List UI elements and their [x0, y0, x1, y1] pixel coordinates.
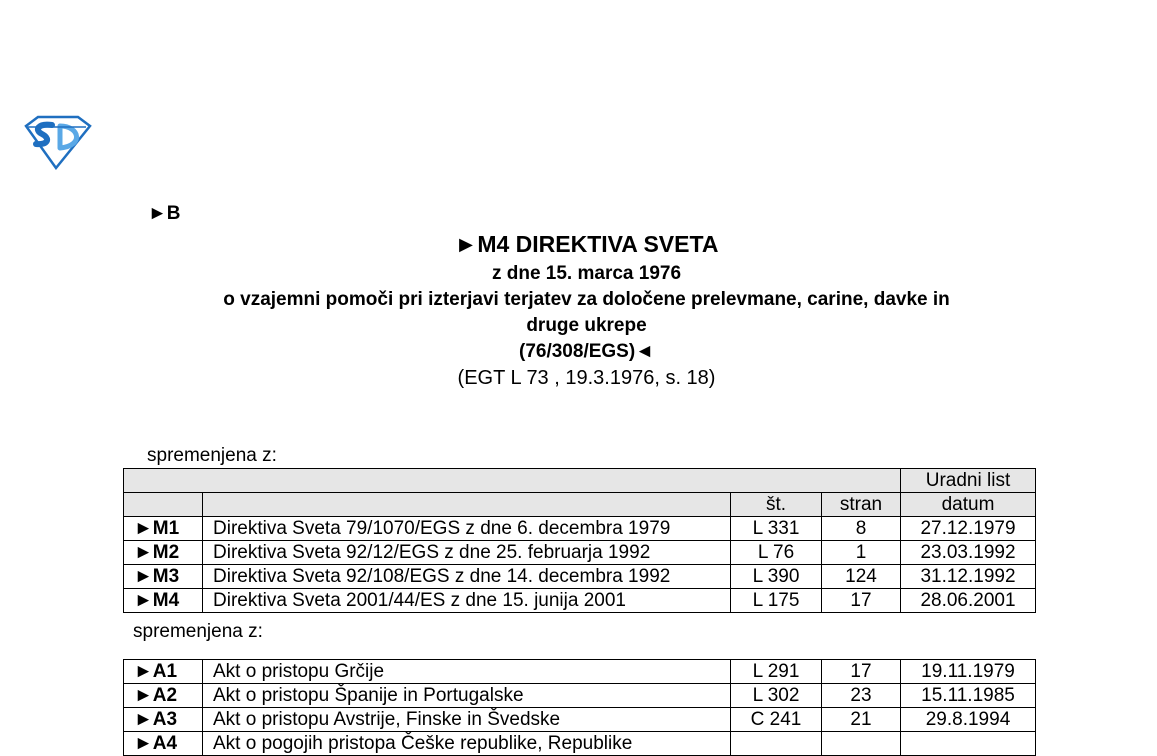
- table-row: [124, 684, 1036, 708]
- amendment-page: 124: [822, 565, 901, 589]
- title-date: z dne 15. marca 1976: [491, 263, 682, 284]
- accession-act: Akt o pristopu Avstrije, Finske in Švedske: [203, 708, 731, 732]
- accession-act: Akt o pristopu Grčije: [203, 660, 731, 684]
- accession-ref[interactable]: ►A3: [124, 708, 203, 732]
- accession-date: 15.11.1985: [901, 684, 1036, 708]
- table-row: [124, 589, 1036, 613]
- title-block: [140, 228, 1033, 391]
- accession-act: Akt o pristopu Španije in Portugalske: [203, 684, 731, 708]
- sd-shield-logo-icon: [22, 114, 92, 170]
- amendment-act: Direktiva Sveta 79/1070/EGS z dne 6. decembra 1979: [203, 517, 731, 541]
- accession-date: 19.11.1979: [901, 660, 1036, 684]
- amendment-date: 23.03.1992: [901, 541, 1036, 565]
- accession-page: 23: [822, 684, 901, 708]
- accession-number: L 291: [731, 660, 822, 684]
- amendment-page: 17: [822, 589, 901, 613]
- marker-b: ►B: [148, 203, 181, 224]
- table-row: [124, 565, 1036, 589]
- table-row: [124, 517, 1036, 541]
- amendments-table: [123, 468, 1036, 613]
- amendment-number: L 76: [731, 541, 822, 565]
- amended-by-label: spremenjena z:: [147, 445, 277, 466]
- accession-ref[interactable]: ►A2: [124, 684, 203, 708]
- amendment-number: L 175: [731, 589, 822, 613]
- accession-number: L 302: [731, 684, 822, 708]
- amendment-page: 8: [822, 517, 901, 541]
- header-official-journal: Uradni list: [901, 469, 1036, 493]
- amended-by-label: spremenjena z:: [133, 621, 263, 642]
- header-page: stran: [822, 493, 901, 517]
- accession-page: [822, 732, 901, 756]
- amendment-ref[interactable]: ►M4: [124, 589, 203, 613]
- amendment-date: 31.12.1992: [901, 565, 1036, 589]
- accession-date: [901, 732, 1036, 756]
- title-heading: ►M4 DIREKTIVA SVETA: [454, 231, 719, 257]
- amendment-act: Direktiva Sveta 92/108/EGS z dne 14. decembra 1992: [203, 565, 731, 589]
- accession-number: [731, 732, 822, 756]
- amendment-number: L 390: [731, 565, 822, 589]
- table-header-row: [124, 493, 1036, 517]
- amendment-act: Direktiva Sveta 2001/44/ES z dne 15. junija 2001: [203, 589, 731, 613]
- title-official-journal: (EGT L 73 , 19.3.1976, s. 18): [457, 367, 716, 389]
- table-row: [124, 541, 1036, 565]
- title-reference-number: (76/308/EGS)◄: [519, 341, 654, 362]
- header-number: št.: [731, 493, 822, 517]
- amendment-act: Direktiva Sveta 92/12/EGS z dne 25. februarja 1992: [203, 541, 731, 565]
- accession-page: 21: [822, 708, 901, 732]
- amendment-date: 27.12.1979: [901, 517, 1036, 541]
- table-row: [124, 708, 1036, 732]
- title-subject-continued: druge ukrepe: [526, 315, 647, 336]
- accession-acts-table: [123, 659, 1036, 756]
- table-row: [124, 732, 1036, 756]
- table-header-row: [124, 469, 1036, 493]
- amendment-date: 28.06.2001: [901, 589, 1036, 613]
- accession-ref[interactable]: ►A4: [124, 732, 203, 756]
- header-date: datum: [901, 493, 1036, 517]
- title-subject: o vzajemni pomoči pri izterjavi terjatev za določene prelevmane, carine, davke in: [223, 289, 950, 310]
- table-row: [124, 660, 1036, 684]
- accession-ref[interactable]: ►A1: [124, 660, 203, 684]
- accession-number: C 241: [731, 708, 822, 732]
- amendment-ref[interactable]: ►M2: [124, 541, 203, 565]
- amendment-ref[interactable]: ►M3: [124, 565, 203, 589]
- accession-page: 17: [822, 660, 901, 684]
- amendment-page: 1: [822, 541, 901, 565]
- amendment-ref[interactable]: ►M1: [124, 517, 203, 541]
- amendment-number: L 331: [731, 517, 822, 541]
- accession-act: Akt o pogojih pristopa Češke republike, Republike: [203, 732, 731, 756]
- accession-date: 29.8.1994: [901, 708, 1036, 732]
